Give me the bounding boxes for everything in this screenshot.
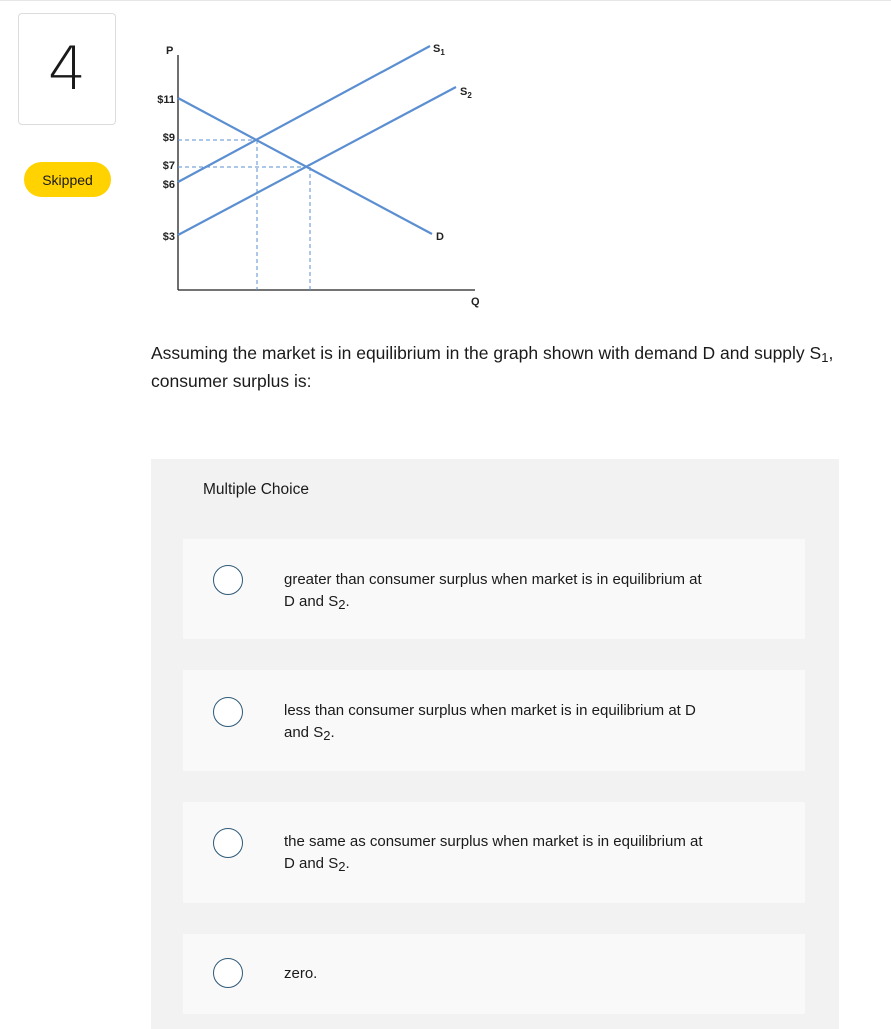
choice-text-3-main: the same as consumer surplus when market is in equilibrium at D and S (284, 833, 703, 872)
supply-curve-s1 (178, 46, 430, 182)
choice-option-2[interactable] (183, 670, 805, 771)
choice-text-2-sub: 2 (323, 728, 331, 743)
choice-radio-1[interactable] (213, 565, 243, 595)
price-label-9: $9 (162, 132, 175, 144)
choice-text-4 (284, 963, 704, 985)
graph-svg (140, 30, 500, 320)
choice-text-3 (284, 831, 704, 875)
multiple-choice-header: Multiple Choice (203, 481, 309, 498)
x-axis-label: Q (471, 296, 480, 308)
supply-curve-s2 (178, 87, 456, 235)
choice-text-2 (284, 700, 704, 744)
s2-label: $S_2$ (460, 86, 472, 100)
choice-text-1-sub: 2 (338, 597, 346, 612)
price-label-6: $6 (162, 179, 175, 191)
choice-radio-3[interactable] (213, 828, 243, 858)
question-text-sub: 1 (821, 350, 829, 365)
choice-option-1[interactable] (183, 539, 805, 639)
price-label-3: $3 (162, 231, 175, 243)
price-label-7: $7 (162, 160, 175, 172)
multiple-choice-panel (151, 459, 839, 1029)
status-label: Skipped (42, 171, 93, 188)
choice-text-2-suffix: . (330, 724, 335, 741)
price-label-11: $11 (157, 94, 175, 106)
choice-text-1 (284, 569, 704, 613)
choice-text-1-main: greater than consumer surplus when market is in equilibrium at D and S (284, 571, 702, 610)
choice-option-4[interactable] (183, 934, 805, 1014)
question-text-main: Assuming the market is in equilibrium in the graph shown with demand D and supply S (151, 343, 822, 363)
status-badge (24, 162, 111, 197)
d-label: D (436, 231, 444, 243)
choice-text-3-sub: 2 (338, 859, 346, 874)
top-divider (0, 0, 891, 1)
question-text (151, 340, 841, 395)
choice-option-3[interactable] (183, 802, 805, 903)
supply-demand-graph (140, 30, 500, 320)
choice-text-3-suffix: . (345, 855, 350, 872)
question-number-box (18, 13, 116, 125)
choice-text-4-main: zero. (284, 965, 318, 982)
choice-radio-4[interactable] (213, 958, 243, 988)
question-text-end: , consumer surplus is: (151, 343, 834, 391)
question-number: 4 (47, 34, 87, 104)
choice-radio-2[interactable] (213, 697, 243, 727)
s1-label: $S_1$ (433, 43, 445, 57)
choice-text-1-suffix: . (345, 593, 350, 610)
choice-text-2-main: less than consumer surplus when market is in equilibrium at D and S (284, 702, 696, 741)
y-axis-label: P (166, 45, 174, 57)
